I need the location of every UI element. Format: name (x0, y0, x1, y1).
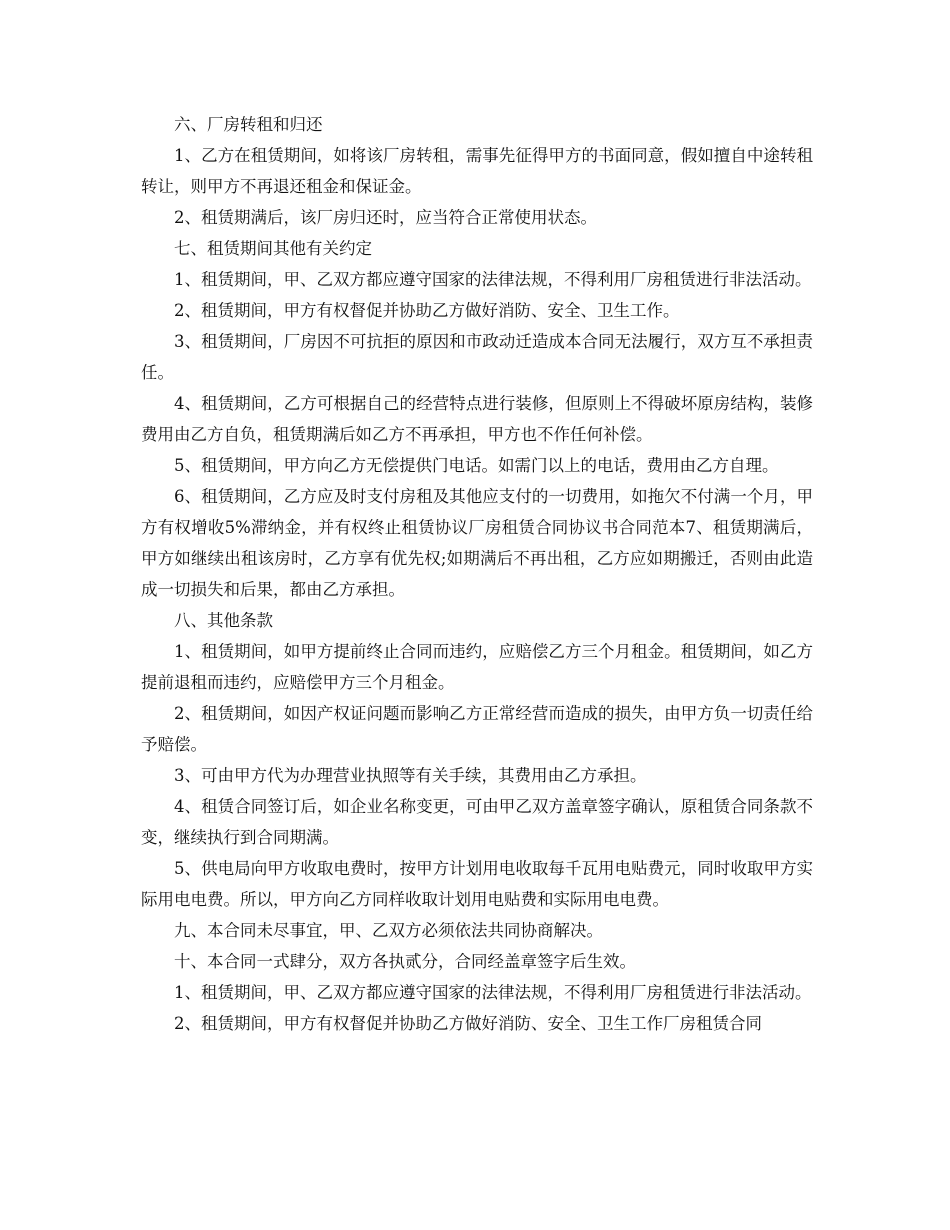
clause-8-1: 1、租赁期间，如甲方提前终止合同而违约，应赔偿乙方三个月租金。租赁期间，如乙方提前退租而违约，应赔偿甲方三个月租金。 (141, 642, 813, 692)
clause-7-3: 3、租赁期间，厂房因不可抗拒的原因和市政动迁造成本合同无法履行，双方互不承担责任。 (141, 332, 813, 382)
clause-6-1: 1、乙方在租赁期间，如将该厂房转租，需事先征得甲方的书面同意，假如擅自中途转租转让，则甲方不再退还租金和保证金。 (141, 146, 813, 196)
clause-8-4: 4、租赁合同签订后，如企业名称变更，可由甲乙双方盖章签字确认，原租赁合同条款不变，继续执行到合同期满。 (141, 797, 813, 847)
clause-8-5: 5、供电局向甲方收取电费时，按甲方计划用电收取每千瓦用电贴费元，同时收取甲方实际用电电费。所以，甲方向乙方同样收取计划用电贴费和实际用电电费。 (141, 859, 813, 909)
clause-7-4: 4、租赁期间，乙方可根据自己的经营特点进行装修，但原则上不得破坏原房结构，装修费用由乙方自负，租赁期满后如乙方不再承担，甲方也不作任何补偿。 (141, 394, 813, 444)
clause-8-3: 3、可由甲方代为办理营业执照等有关手续，其费用由乙方承担。 (174, 766, 647, 785)
clause-7-2: 2、租赁期间，甲方有权督促并协助乙方做好消防、安全、卫生工作。 (174, 301, 680, 320)
clause-10-1: 1、租赁期间，甲、乙双方都应遵守国家的法律法规，不得利用厂房租赁进行非法活动。 (174, 983, 812, 1002)
clause-7-5: 5、租赁期间，甲方向乙方无偿提供门电话。如需门以上的电话，费用由乙方自理。 (174, 456, 779, 475)
document-page (141, 109, 813, 1039)
section-heading-10: 十、本合同一式肆分，双方各执贰分，合同经盖章签字后生效。 (174, 952, 636, 971)
section-heading-8: 八、其他条款 (174, 611, 273, 630)
section-heading-9: 九、本合同未尽事宜，甲、乙双方必须依法共同协商解决。 (174, 921, 603, 940)
section-heading-7: 七、租赁期间其他有关约定 (174, 239, 372, 258)
clause-8-2: 2、租赁期间，如因产权证问题而影响乙方正常经营而造成的损失，由甲方负一切责任给予赔偿。 (141, 704, 813, 754)
section-heading-6: 六、厂房转租和归还 (174, 115, 323, 134)
clause-7-1: 1、租赁期间，甲、乙双方都应遵守国家的法律法规，不得利用厂房租赁进行非法活动。 (174, 270, 812, 289)
clause-10-2: 2、租赁期间，甲方有权督促并协助乙方做好消防、安全、卫生工作厂房租赁合同 (174, 1014, 762, 1033)
clause-6-2: 2、租赁期满后，该厂房归还时，应当符合正常使用状态。 (174, 208, 597, 227)
clause-7-6: 6、租赁期间，乙方应及时支付房租及其他应支付的一切费用，如拖欠不付满一个月，甲方有权增收5%滞纳金，并有权终止租赁协议厂房租赁合同协议书合同范本7、租赁期满后，甲方如继续出租该房时，乙方享有优先权;如期满后不再出租，乙方应如期搬迁，否则由此造成一切损失和后果，都由乙方承担。 (141, 487, 813, 599)
